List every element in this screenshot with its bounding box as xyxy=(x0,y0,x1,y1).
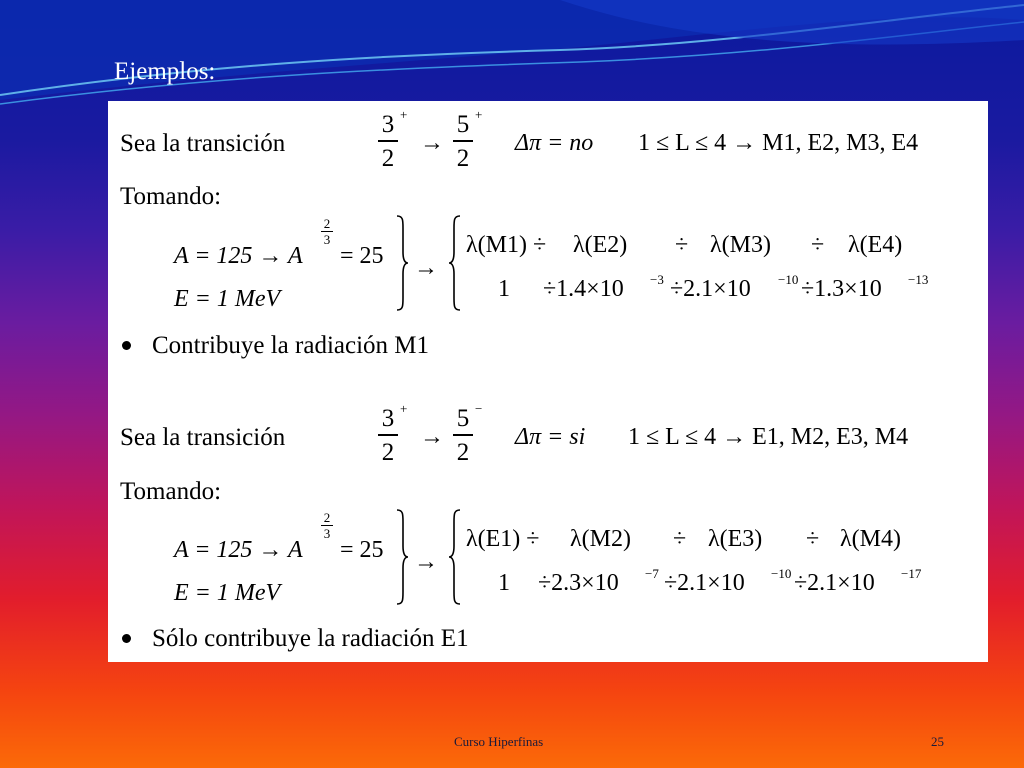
ex1-arrow: → xyxy=(420,130,444,156)
ex1-jf-num: 5 xyxy=(456,111,470,138)
ex1-ratio-3-exp: −10 xyxy=(778,272,799,287)
ex1-jf-den: 2 xyxy=(456,144,470,172)
ex2-mass-eq: A = 125 → A xyxy=(174,537,303,563)
ex2-rate-m2: λ(M2) xyxy=(570,526,631,552)
ex1-left-brace xyxy=(448,214,462,312)
ex2-rate-e3: λ(E3) xyxy=(708,526,763,552)
ex2-ratio-2: ÷2.3×10 xyxy=(538,570,619,596)
ex2-rate-sep2: ÷ xyxy=(806,526,820,552)
ex1-right-brace xyxy=(395,214,409,312)
ex2-ratio-4-exp: −17 xyxy=(901,566,922,581)
ex1-initial-spin xyxy=(376,112,400,171)
ex2-ji-num: 3 xyxy=(381,405,395,432)
ex1-parity-change: Δπ = no xyxy=(515,130,594,156)
ex1-mass-eq: A = 125 → A xyxy=(174,243,303,269)
ex1-rate-sep: ÷ xyxy=(675,232,689,258)
ex2-final-spin xyxy=(451,406,475,465)
ex1-ratio-2: ÷1.4×10 xyxy=(543,276,624,302)
ex2-ratio-3-exp: −10 xyxy=(771,566,792,581)
ex1-ji-num: 3 xyxy=(381,111,395,138)
ex2-ratio-2-exp: −7 xyxy=(645,566,659,581)
ex1-exponent: 2 3 xyxy=(321,217,333,246)
slide-title: Ejemplos: xyxy=(114,58,216,85)
ex1-bullet-dot xyxy=(122,341,131,350)
ex2-arrow: → xyxy=(420,424,444,450)
ex2-multipole-rule: 1 ≤ L ≤ 4 → E1, M2, E3, M4 xyxy=(628,424,909,450)
ex2-ratio-3: ÷2.1×10 xyxy=(664,570,745,596)
ex1-ratio-3: ÷2.1×10 xyxy=(670,276,751,302)
ex1-ratio-1: 1 xyxy=(498,276,510,302)
ex2-ji-parity: + xyxy=(400,401,408,416)
ex2-tomando: Tomando: xyxy=(120,478,222,505)
ex2-jf-den: 2 xyxy=(456,438,470,466)
ex2-ratio-4: ÷2.1×10 xyxy=(794,570,875,596)
ex1-rate-e4: λ(E4) xyxy=(848,232,903,258)
ex1-intro: Sea la transición xyxy=(120,130,286,157)
ex2-jf-parity: − xyxy=(475,401,483,416)
ex2-initial-spin xyxy=(376,406,400,465)
ex1-ratio-4-exp: −13 xyxy=(908,272,929,287)
ex2-rate-m4: λ(M4) xyxy=(840,526,901,552)
ex2-implies-arrow: → xyxy=(414,549,438,575)
ex1-implies-arrow: → xyxy=(414,255,438,281)
ex1-final-spin xyxy=(451,112,475,171)
ex1-ratio-4: ÷1.3×10 xyxy=(801,276,882,302)
ex2-jf-num: 5 xyxy=(456,405,470,432)
ex1-energy-eq: E = 1 MeV xyxy=(174,286,281,312)
ex1-rate-m1: λ(M1) ÷ xyxy=(466,232,547,258)
ex2-intro: Sea la transición xyxy=(120,424,286,451)
ex2-rate-e1: λ(E1) ÷ xyxy=(466,526,540,552)
ex1-rate-sep2: ÷ xyxy=(811,232,825,258)
ex2-energy-eq: E = 1 MeV xyxy=(174,580,281,606)
footer-course: Curso Hiperfinas xyxy=(454,734,544,749)
ex2-left-brace xyxy=(448,508,462,606)
footer-page-number: 25 xyxy=(931,734,944,749)
ex2-exponent: 2 3 xyxy=(321,511,333,540)
slide-content xyxy=(108,101,988,662)
ex1-rate-m3: λ(M3) xyxy=(710,232,771,258)
ex2-right-brace xyxy=(395,508,409,606)
ex2-bullet-dot xyxy=(122,634,131,643)
ex2-conclusion: Sólo contribuye la radiación E1 xyxy=(152,625,469,652)
ex2-ji-den: 2 xyxy=(381,438,395,466)
ex1-multipole-rule: 1 ≤ L ≤ 4 → M1, E2, M3, E4 xyxy=(638,130,919,156)
ex2-ratio-1: 1 xyxy=(498,570,510,596)
ex1-tomando: Tomando: xyxy=(120,183,222,210)
ex1-ji-parity: + xyxy=(400,107,408,122)
ex1-conclusion: Contribuye la radiación M1 xyxy=(152,332,430,359)
ex1-ji-den: 2 xyxy=(381,144,395,172)
ex2-parity-change: Δπ = si xyxy=(515,424,586,450)
ex1-ratio-2-exp: −3 xyxy=(650,272,664,287)
ex2-mass-result: = 25 xyxy=(340,537,384,563)
ex1-jf-parity: + xyxy=(475,107,483,122)
ex2-rate-sep: ÷ xyxy=(673,526,687,552)
ex1-rate-e2: λ(E2) xyxy=(573,232,628,258)
ex1-mass-result: = 25 xyxy=(340,243,384,269)
